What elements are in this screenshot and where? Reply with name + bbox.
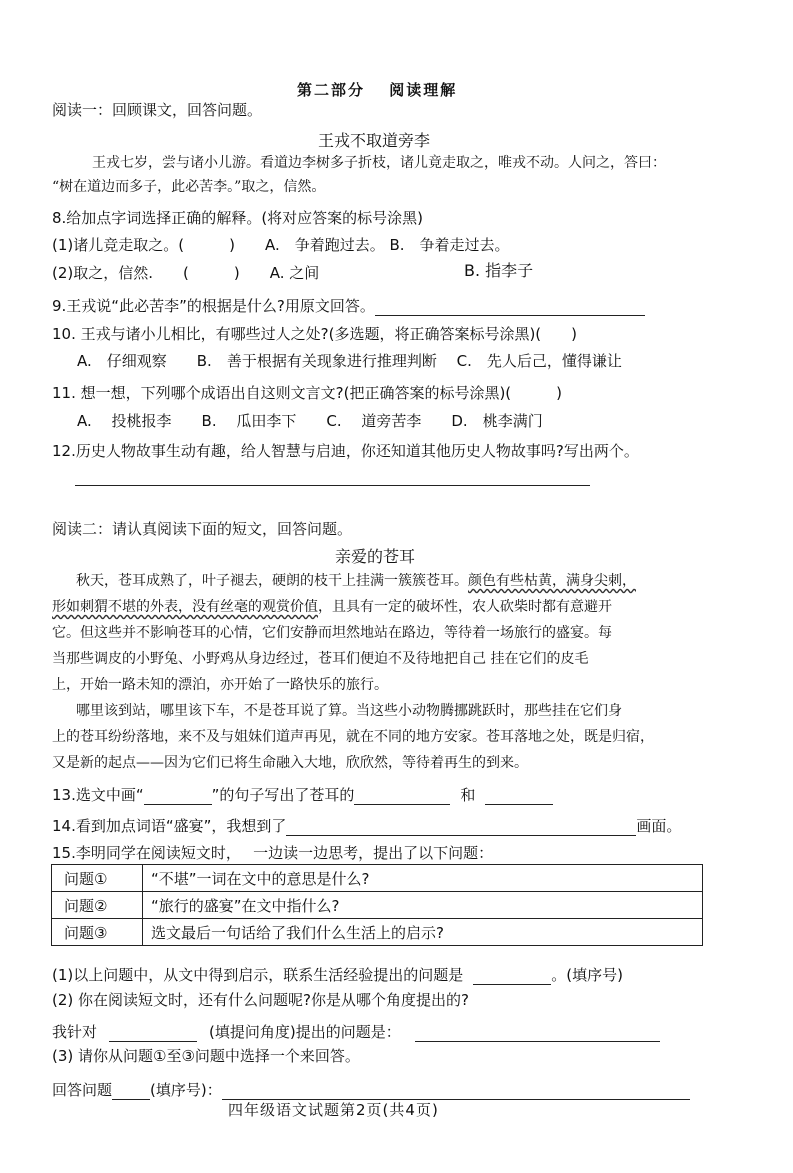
question-12: 12.历史人物故事生动有趣，给人智慧与启迪，你还知道其他历史人物故事吗?写出两个。 xyxy=(52,442,639,460)
question-8-2-option-b: B. 指李子 xyxy=(464,261,534,280)
underlined-sentence: 颜色有些枯黄，满身尖刺， xyxy=(468,573,636,589)
answer-line[interactable] xyxy=(375,299,645,316)
question-8: 8.给加点字词选择正确的解释。(将对应答案的标号涂黑) xyxy=(52,209,424,227)
sub-question-1-suffix: 。(填序号) xyxy=(551,966,623,984)
question-15: 15.李明同学在阅读短文时， 一边读一边思考，提出了以下问题： xyxy=(52,844,494,862)
answer-line[interactable] xyxy=(473,968,551,985)
sub-question-3: (3) 请你从问题①至③问题中选择一个来回答。 xyxy=(52,1047,360,1065)
reading2-paragraph-1 xyxy=(52,568,636,698)
answer-line[interactable] xyxy=(354,788,450,805)
question-text: “不堪”一词在文中的意思是什么? xyxy=(143,865,703,892)
question-8-2: (2)取之，信然. ( ) A. 之间 xyxy=(52,264,320,282)
page-footer: 四年级语文试题第2页(共4页) xyxy=(228,1101,439,1119)
answer-line[interactable] xyxy=(144,788,212,805)
question-8-1: (1)诸儿竞走取之。( ) A. 争着跑过去。 B. 争着走过去。 xyxy=(52,236,510,254)
sub-question-2-text-b: (填提问角度)提出的问题是： xyxy=(209,1023,401,1041)
answer-line[interactable] xyxy=(415,1025,660,1042)
sub-question-1 xyxy=(52,965,623,985)
passage-line: 上的苍耳纷纷落地，来不及与姐妹们道声再见，就在不同的地方安家。苍耳落地之处，既是归宿， xyxy=(52,729,654,745)
sub-question-2-answer xyxy=(52,1022,660,1042)
question-text: 选文最后一句话给了我们什么生活上的启示? xyxy=(143,919,703,946)
reading2-title: 亲爱的苍耳 xyxy=(335,547,416,566)
question-11-options: A. 投桃报李 B. 瓜田李下 C. 道旁苦李 D. 桃李满门 xyxy=(77,412,543,430)
question-number: 问题① xyxy=(52,865,143,892)
answer-question xyxy=(52,1080,690,1100)
reading2-intro: 阅读二：请认真阅读下面的短文，回答问题。 xyxy=(52,520,353,538)
questions-table xyxy=(51,864,703,946)
passage-line: 王戎七岁，尝与诸小儿游。看道边李树多子折枝，诸儿竟走取之，唯戎不动。人问之，答曰： xyxy=(92,155,666,171)
question-11: 11. 想一想，下列哪个成语出自这则文言文?(把正确答案的标号涂黑)( ) xyxy=(52,384,562,402)
passage-line: 上，开始一路未知的漂泊，亦开始了一路快乐的旅行。 xyxy=(52,677,388,693)
answer-question-text-b: (填序号)： xyxy=(150,1081,222,1099)
passage-line: 哪里该到站，哪里该下车，不是苍耳说了算。当这些小动物腾挪跳跃时，那些挂在它们身 xyxy=(76,703,622,719)
question-13 xyxy=(52,785,553,805)
passage-line: “树在道边而多子，此必苦李。”取之，信然。 xyxy=(52,179,326,195)
answer-line[interactable] xyxy=(222,1083,690,1100)
passage-line xyxy=(52,594,636,620)
passage-line: 当那些调皮的小野兔、小野鸡从身边经过，苍耳们便迫不及待地把自己 挂在它们的皮毛 xyxy=(52,651,589,667)
question-14-text-a: 14.看到加点词语“盛宴”，我想到了 xyxy=(52,817,287,835)
table-row xyxy=(52,865,703,892)
answer-line[interactable] xyxy=(286,819,636,836)
sub-question-1-text: (1)以上问题中，从文中得到启示，联系生活经验提出的问题是 xyxy=(52,966,464,984)
answer-line[interactable] xyxy=(485,788,553,805)
question-9-text: 9.王戎说“此必苦李”的根据是什么?用原文回答。 xyxy=(52,297,375,315)
answer-line[interactable] xyxy=(109,1025,197,1042)
reading1-passage xyxy=(52,150,666,200)
question-10: 10. 王戎与诸小儿相比，有哪些过人之处?(多选题，将正确答案标号涂黑)( ) xyxy=(52,325,577,343)
underlined-sentence: 形如刺猬不堪的外表，没有丝毫的观赏价值 xyxy=(52,599,318,615)
passage-line: 它。但这些并不影响苍耳的心情，它们安静而坦然地站在路边，等待着一场旅行的盛宴。每 xyxy=(52,625,612,641)
answer-line[interactable] xyxy=(112,1083,150,1100)
passage-text: 秋天，苍耳成熟了，叶子褪去，硬朗的枝干上挂满一簇簇苍耳。 xyxy=(76,573,468,589)
question-10-options: A. 仔细观察 B. 善于根据有关现象进行推理判断 C. 先人后己，懂得谦让 xyxy=(77,352,622,370)
question-9 xyxy=(52,296,645,316)
reading1-title: 王戎不取道旁李 xyxy=(318,131,431,150)
question-text: “旅行的盛宴”在文中指什么? xyxy=(143,892,703,919)
table-row xyxy=(52,919,703,946)
answer-question-text-a: 回答问题 xyxy=(52,1081,113,1099)
reading1-intro: 阅读一：回顾课文，回答问题。 xyxy=(52,101,263,119)
question-13-text-c: 和 xyxy=(460,786,476,804)
question-13-text-a: 13.选文中画“ xyxy=(52,786,144,804)
sub-question-2: (2) 你在阅读短文时，还有什么问题呢?你是从哪个角度提出的? xyxy=(52,991,469,1009)
table-row xyxy=(52,892,703,919)
reading2-paragraph-2 xyxy=(52,698,654,776)
part-title: 第二部分 阅读理解 xyxy=(297,81,458,99)
question-number: 问题② xyxy=(52,892,143,919)
question-14 xyxy=(52,816,681,836)
passage-line xyxy=(52,568,636,594)
question-13-text-b: ”的句子写出了苍耳的 xyxy=(211,786,355,804)
answer-line[interactable] xyxy=(75,485,590,486)
question-number: 问题③ xyxy=(52,919,143,946)
passage-text: ，且具有一定的破坏性，农人砍柴时都有意避开 xyxy=(318,599,612,615)
passage-line: 又是新的起点——因为它们已将生命融入大地，欣欣然，等待着再生的到来。 xyxy=(52,755,528,771)
question-14-text-b: 画面。 xyxy=(636,817,682,835)
sub-question-2-text-a: 我针对 xyxy=(52,1023,98,1041)
